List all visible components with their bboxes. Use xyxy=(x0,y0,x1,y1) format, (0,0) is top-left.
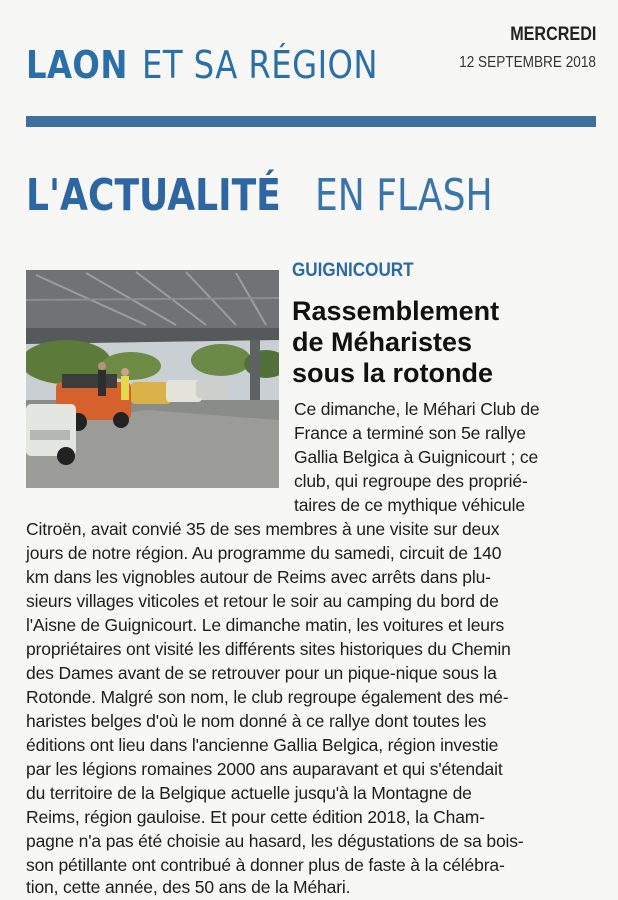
section-title xyxy=(26,43,420,87)
article-photo xyxy=(26,270,279,488)
body-line: propriétaires ont visité les différents sites historiques du Chemin xyxy=(26,639,511,659)
photo-illustration xyxy=(26,270,279,488)
rubric-title-light: EN FLASH xyxy=(314,170,493,221)
section-title-bold: LAON xyxy=(26,43,128,87)
article-headline xyxy=(292,296,592,389)
header-divider xyxy=(26,116,596,127)
body-line: sieurs villages viticoles et retour le soir au camping du bord de xyxy=(26,591,499,611)
headline-line: de Méharistes xyxy=(292,327,473,357)
body-line: éditions ont lieu dans l'ancienne Gallia Belgica, région investie xyxy=(26,735,499,755)
body-line: du territoire de la Belgique actuelle jusqu'à la Montagne de xyxy=(26,783,472,803)
body-line: des Dames avant de se retrouver pour un pique-nique sous la xyxy=(26,663,497,683)
rubric-title-bold: L'ACTUALITÉ xyxy=(26,170,281,221)
body-line: km dans les vignobles autour de Reims avec arrêts dans plu- xyxy=(26,567,491,587)
body-line: club, qui regroupe des proprié- xyxy=(294,471,528,491)
body-line: son pétillante ont contribué à donner plus de faste à la célébra- xyxy=(26,855,505,875)
headline-line: Rassemblement xyxy=(292,296,500,326)
body-line: Ce dimanche, le Méhari Club de xyxy=(294,399,540,419)
body-line: haristes belges d'où le nom donné à ce rallye dont toutes les xyxy=(26,711,487,731)
body-line: Rotonde. Malgré son nom, le club regroupe également des mé- xyxy=(26,687,509,707)
rubric-title xyxy=(26,170,531,221)
body-line: France a terminé son 5e rallye xyxy=(294,423,526,443)
body-line: l'Aisne de Guignicourt. Le dimanche matin, les voitures et leurs xyxy=(26,615,505,635)
issue-date: 12 SEPTEMBRE 2018 xyxy=(459,54,596,71)
body-line: taires de ce mythique véhicule xyxy=(294,495,525,515)
page-header xyxy=(0,0,618,120)
body-line: Citroën, avait convié 35 de ses membres à une visite sur deux xyxy=(26,519,500,539)
body-line: tion, cette année, des 50 ans de la Méhari. xyxy=(26,877,351,897)
body-line: Reims, région gauloise. Et pour cette édition 2018, la Cham- xyxy=(26,807,485,827)
section-title-light: ET SA RÉGION xyxy=(142,43,379,87)
issue-day: MERCREDI xyxy=(509,24,596,45)
article-location: GUIGNICOURT xyxy=(292,260,414,281)
body-line: Gallia Belgica à Guignicourt ; ce xyxy=(294,447,539,467)
body-line: par les légions romaines 2000 ans auparavant et qui s'étendait xyxy=(26,759,503,779)
body-line: pagne n'a pas été choisie au hasard, les dégustations de sa bois- xyxy=(26,831,524,851)
body-line: jours de notre région. Au programme du samedi, circuit de 140 xyxy=(26,543,502,563)
headline-line: sous la rotonde xyxy=(292,358,494,388)
